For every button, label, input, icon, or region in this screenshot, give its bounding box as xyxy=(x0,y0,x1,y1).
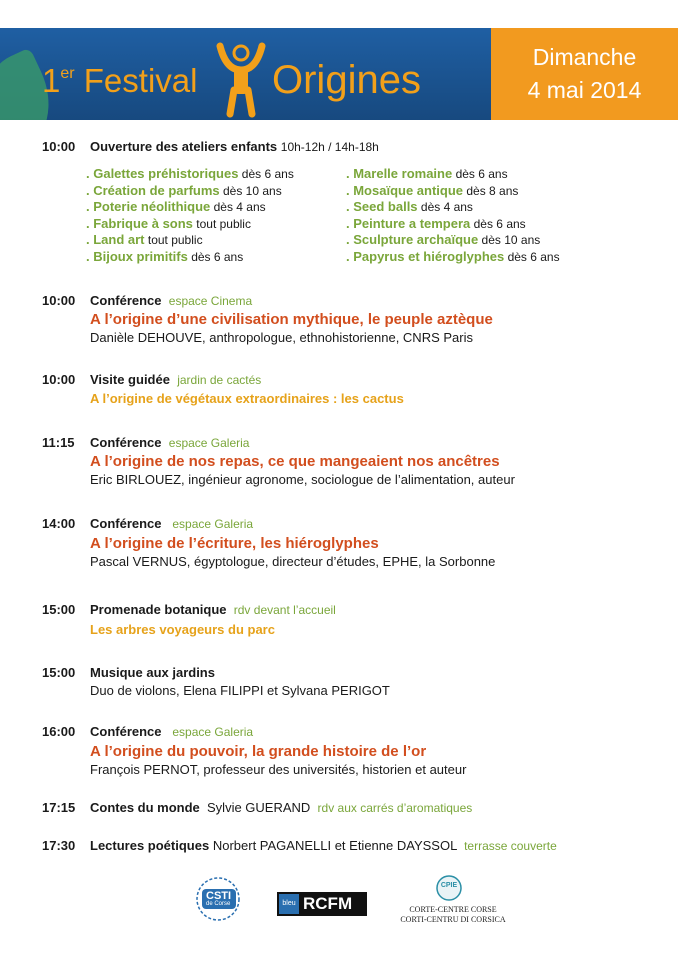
event-title: A l’origine du pouvoir, la grande histoire de l’or xyxy=(90,743,427,760)
event-time: 17:30 xyxy=(42,838,76,853)
workshop-item: . Land art tout public xyxy=(86,232,203,248)
event-title: Les arbres voyageurs du parc xyxy=(90,622,275,637)
event-title: A l’origine de l’écriture, les hiéroglyphes xyxy=(90,535,379,552)
workshop-item: . Galettes préhistoriques dès 6 ans xyxy=(86,166,294,181)
event-heading: Conférence espace Cinema xyxy=(90,293,253,308)
workshop-item: . Mosaïque antique dès 8 ans xyxy=(346,182,519,198)
event-speaker: François PERNOT, professeur des universités, historien et auteur xyxy=(90,762,467,777)
event-time: 14:00 xyxy=(42,516,76,531)
event-heading: Lectures poétiques Norbert PAGANELLI et Etienne DAYSSOL terrasse couverte xyxy=(90,838,557,853)
workshop-item: . Poterie néolithique dès 4 ans xyxy=(86,199,266,215)
cpie-logo-icon xyxy=(388,874,518,904)
date-date: 4 mai 2014 xyxy=(527,77,642,103)
event-time: 10:00 xyxy=(42,372,76,387)
workshop-item: . Bijoux primitifs dès 6 ans xyxy=(86,248,244,264)
rcfm-logo: bleu RCFM xyxy=(277,892,367,916)
event-heading: Promenade botanique rdv devant l’accueil xyxy=(90,602,336,617)
event-heading: Conférence espace Galeria xyxy=(90,435,250,450)
festival-logo-figure-icon xyxy=(216,40,266,118)
event-title: A l’origine d’une civilisation mythique, le peuple aztèque xyxy=(90,311,493,328)
event-title: A l’origine de nos repas, ce que mangeaient nos ancêtres xyxy=(90,453,500,470)
workshops-right-list xyxy=(346,166,560,266)
event-title: A l’origine de végétaux extraordinaires : les cactus xyxy=(90,391,404,406)
event-heading: Musique aux jardins xyxy=(90,665,215,680)
festival-title: 1er Festival xyxy=(42,62,198,99)
date-box xyxy=(491,28,678,120)
event-time: 15:00 xyxy=(42,602,76,617)
event-time: 15:00 xyxy=(42,665,76,680)
cpie-logo: CPIE CORTE-CENTRE CORSE CORTI-CENTRU DI CORSICA xyxy=(388,874,518,930)
workshop-item: . Création de parfums dès 10 ans xyxy=(86,182,282,198)
event-speaker: Pascal VERNUS, égyptologue, directeur d’études, EPHE, la Sorbonne xyxy=(90,554,496,569)
date-day: Dimanche xyxy=(532,44,637,70)
workshop-item: . Papyrus et hiéroglyphes dès 6 ans xyxy=(346,248,560,264)
event-heading: Visite guidée jardin de cactés xyxy=(90,372,262,387)
festival-name: Origines xyxy=(272,58,421,102)
kids-time: 10:00 xyxy=(42,139,76,154)
event-speaker: Duo de violons, Elena FILIPPI et Sylvana PERIGOT xyxy=(90,683,390,698)
event-time: 10:00 xyxy=(42,293,76,308)
event-heading: Contes du monde Sylvie GUERAND rdv aux carrés d’aromatiques xyxy=(90,800,473,815)
event-time: 16:00 xyxy=(42,724,76,739)
workshop-item: . Sculpture archaïque dès 10 ans xyxy=(346,232,541,248)
workshop-item: . Peinture a tempera dès 6 ans xyxy=(346,215,526,231)
event-heading: Conférence espace Galeria xyxy=(90,724,254,739)
event-speaker: Eric BIRLOUEZ, ingénieur agronome, sociologue de l’alimentation, auteur xyxy=(90,472,515,487)
event-speaker: Danièle DEHOUVE, anthropologue, ethnohistorienne, CNRS Paris xyxy=(90,330,473,345)
kids-title: Ouverture des ateliers enfants 10h-12h / 14h-18h xyxy=(90,139,379,154)
event-time: 17:15 xyxy=(42,800,76,815)
event-time: 11:15 xyxy=(42,435,75,450)
csti-logo: CSTI de Corse xyxy=(188,876,250,922)
workshop-item: . Fabrique à sons tout public xyxy=(86,215,251,231)
workshop-item: . Seed balls dès 4 ans xyxy=(346,199,473,215)
event-heading: Conférence espace Galeria xyxy=(90,516,254,531)
workshops-left-list xyxy=(86,166,294,266)
workshop-item: . Marelle romaine dès 6 ans xyxy=(346,166,508,181)
